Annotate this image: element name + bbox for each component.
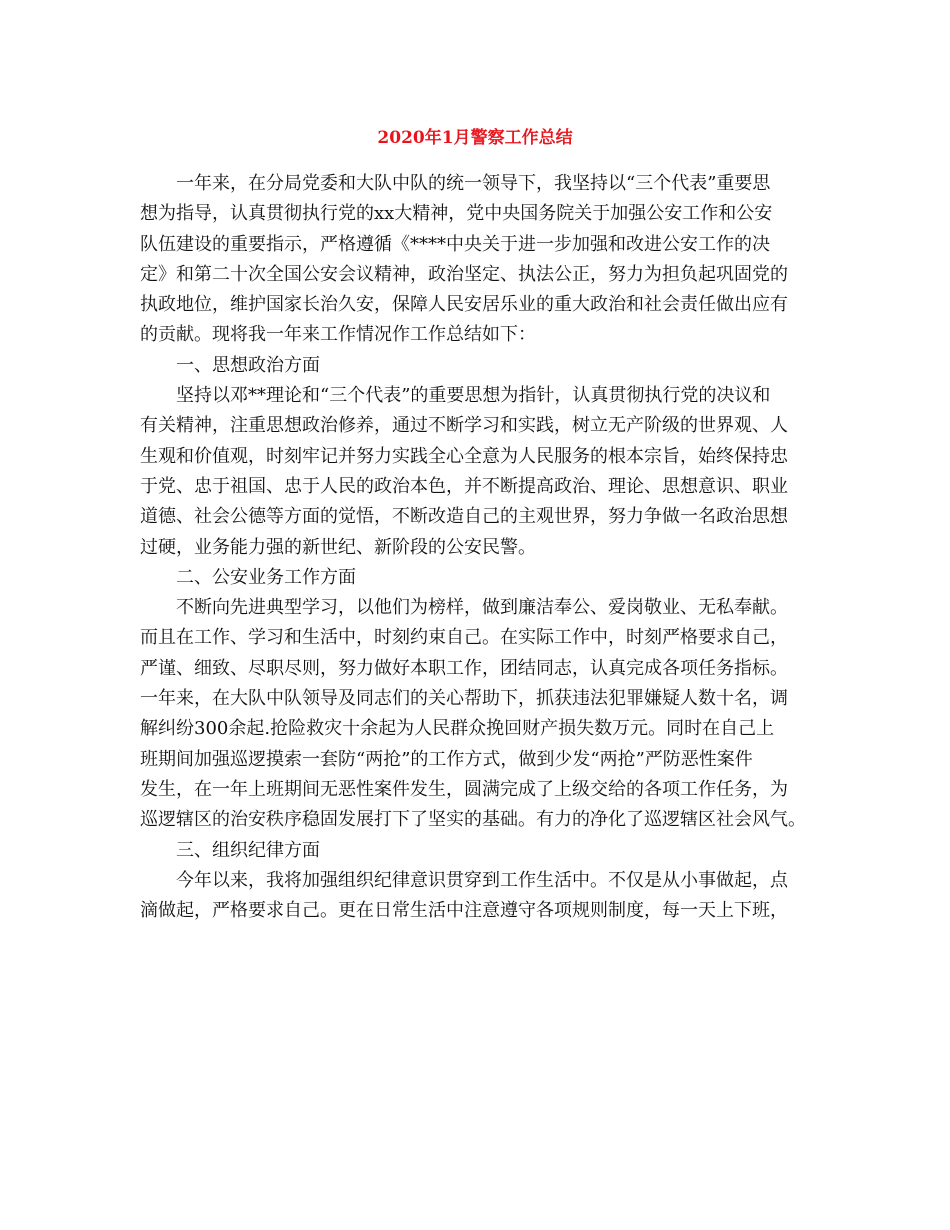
police-work-paragraph [140,593,820,835]
text-line: 定》和第二十次全国公安会议精神，政治坚定、执法公正，努力为担负起巩固党的 [140,263,788,285]
text-line: 执政地位，维护国家长治久安，保障人民安居乐业的重大政治和社会责任做出应有 [140,294,788,316]
political-paragraph [140,381,820,563]
text-line: 巡逻辖区的治安秩序稳固发展打下了坚实的基础。有力的净化了巡逻辖区社会风气。 [140,809,806,831]
document-title: 2020年1月警察工作总结 [377,128,573,148]
text-line: 过硬，业务能力强的新世纪、新阶段的公安民警。 [140,536,536,558]
text-line: 道德、社会公德等方面的觉悟，不断改造自己的主观世界，努力争做一名政治思想 [140,506,788,528]
text-line: 坚持以邓**理论和“三个代表”的重要思想为指针，认真贯彻执行党的决议和 [176,385,771,407]
text-line: 队伍建设的重要指示，严格遵循《****中央关于进一步加强和改进公安工作的决 [140,233,770,255]
text-line: 而且在工作、学习和生活中，时刻约束自己。在实际工作中，时刻严格要求自己， [140,627,788,649]
text-line: 于党、忠于祖国、忠于人民的政治本色，并不断提高政治、理论、思想意识、职业 [140,475,788,497]
intro-paragraph [140,169,820,351]
text-line: 一年来，在大队中队领导及同志们的关心帮助下，抓获违法犯罪嫌疑人数十名，调 [140,688,788,710]
text-line: 发生，在一年上班期间无恶性案件发生，圆满完成了上级交给的各项工作任务，为 [140,778,788,800]
text-line: 不断向先进典型学习，以他们为榜样，做到廉洁奉公、爱岗敬业、无私奉献。 [176,597,788,619]
text-line: 一年来，在分局党委和大队中队的统一领导下，我坚持以“三个代表”重要思 [176,173,771,194]
text-line: 的贡献。现将我一年来工作情况作工作总结如下： [140,324,536,346]
text-line: 严谨、细致、尽职尽则，努力做好本职工作，团结同志，认真完成各项任务指标。 [140,657,788,679]
text-line: 班期间加强巡逻摸索一套防“两抢”的工作方式，做到少发“两抢”严防恶性案件 [140,748,753,770]
text-line: 解纠纷300余起.抢险救灾十余起为人民群众挽回财产损失数万元。同时在自己上 [140,718,775,740]
section-heading-police-work: 二、公安业务工作方面 [176,566,356,588]
text-line: 生观和价值观，时刻牢记并努力实践全心全意为人民服务的根本宗旨，始终保持忠 [140,445,788,467]
discipline-paragraph [140,866,820,927]
section-heading-discipline: 三、组织纪律方面 [176,839,320,861]
section-heading-political: 一、思想政治方面 [176,354,320,376]
text-line: 想为指导，认真贯彻执行党的xx大精神，党中央国务院关于加强公安工作和公安 [140,203,773,225]
document-body [140,169,820,926]
text-line: 滴做起，严格要求自己。更在日常生活中注意遵守各项规则制度，每一天上下班， [140,900,788,922]
text-line: 今年以来，我将加强组织纪律意识贯穿到工作生活中。不仅是从小事做起，点 [176,869,788,891]
text-line: 有关精神，注重思想政治修养，通过不断学习和实践，树立无产阶级的世界观、人 [140,415,788,437]
